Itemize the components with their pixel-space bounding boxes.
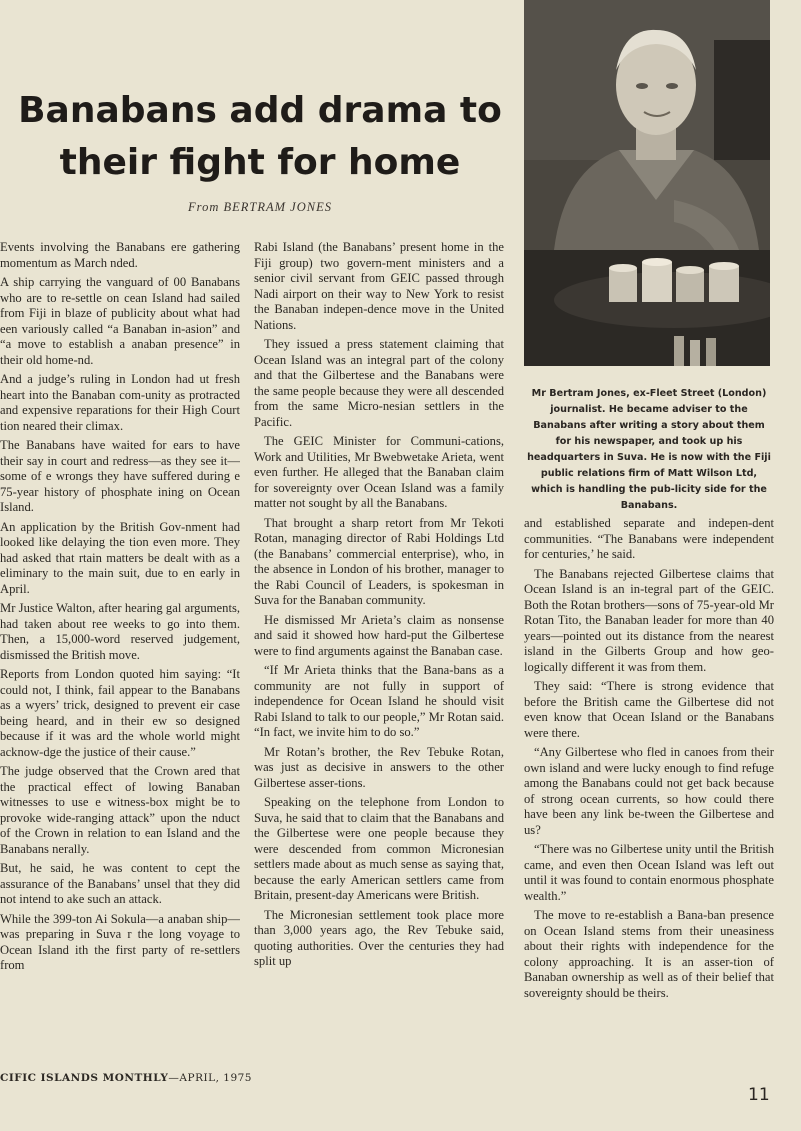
paragraph: The Banabans have waited for ears to have their say in court and redress—as they see it—some of e wrongs they have suffered during e 75-year history of phosphate ining on Ocean Island. xyxy=(0,438,240,514)
paragraph: and established separate and indepen-dent communities. “The Banabans were independent for centuries,’ he said. xyxy=(524,516,774,561)
paragraph: The GEIC Minister for Communi-cations, Work and Utilities, Mr Bwebwetake Arieta, went even further. He alleged that the Banaban claim for sovereignty over Ocean Island was a family matter not sought by all the Banabans. xyxy=(254,434,504,510)
paragraph: While the 399-ton Ai Sokula—a anaban ship—was preparing in Suva r the long voyage to Ocean Island ith the first party of re-settlers from xyxy=(0,911,240,972)
paragraph: “If Mr Arieta thinks that the Bana-bans as a community are not fully in support of independence for Ocean Island he should visit Rabi Island to talk to our people,” Mr Rotan said. “In fact, we invite him to do so.” xyxy=(254,663,504,739)
paragraph: They issued a press statement claiming that Ocean Island was an integral part of the colony and that the Gilbertese and the Banabans were the same people because they were all descended from the same Micro-nesian settlers in the Pacific. xyxy=(254,337,504,429)
page-number: 11 xyxy=(748,1085,770,1105)
paragraph: Reports from London quoted him saying: “It could not, I think, fail appear to the Banabans as a wyers’ trick, designed to prevent eir case being heard, and in their ew so designed because if it was ard the whole world might acknow-dge the justice of their cause.” xyxy=(0,667,240,759)
paragraph: The Banabans rejected Gilbertese claims that Ocean Island is an in-tegral part of the GEIC. Both the Rotan brothers—sons of 75-year-old Mr Rotan Tito, the Banaban leader for more than 40 years—pointed out its distance from the nearest island in the Gilberts Group and how geo-logically different it was from them. xyxy=(524,566,774,674)
byline: From BERTRAM JONES xyxy=(188,200,332,214)
paragraph: And a judge’s ruling in London had ut fresh heart into the Banaban com-unity as protracted and expensive reparations for their High Court tion neared their climax. xyxy=(0,372,240,433)
paragraph: “Any Gilbertese who fled in canoes from their own island and were lucky enough to find refuge among the Banabans could not get back because of strong ocean currents, so how could there have been any link be-tween the Gilbertese and us? xyxy=(524,745,774,837)
paragraph: “There was no Gilbertese unity until the British came, and even then Ocean Island was left out until it was found to contain enormous phosphate wealth.” xyxy=(524,842,774,903)
paragraph: Mr Justice Walton, after hearing gal arguments, had taken about ree weeks to go into them. Then, a 15,000-word reserved judgement, dismissed the British move. xyxy=(0,601,240,662)
headline-line-1: Banabans add drama to xyxy=(18,90,502,131)
article-column-2 xyxy=(254,240,504,1060)
paragraph: Rabi Island (the Banabans’ present home in the Fiji group) two govern-ment ministers and a senior civil servant from GEIC passed through Nadi airport on their way to New York to resist the Banaban indepen-dence move in the United Nations. xyxy=(254,240,504,332)
paragraph: The move to re-establish a Bana-ban presence on Ocean Island stems from their uneasiness about their rights with independence for the colony approaching. It is an asser-tion of Banaban ownership as well as of their belief that sovereignty should be theirs. xyxy=(524,908,774,1000)
paragraph: Events involving the Banabans ere gathering momentum as March nded. xyxy=(0,240,240,270)
issue-date: —APRIL, 1975 xyxy=(168,1072,252,1084)
article-column-3 xyxy=(524,516,774,1061)
paragraph: He dismissed Mr Arieta’s claim as nonsense and said it showed how hard-put the Gilbertese were to find arguments against the Banaban case. xyxy=(254,612,504,658)
paragraph: An application by the British Gov-nment had looked like delaying the tion even more. They had asked that rtain matters be dealt with as a eliminary to the main suit, due to en early in April. xyxy=(0,519,240,596)
paragraph: That brought a sharp retort from Mr Tekoti Rotan, managing director of Rabi Holdings Ltd (the Banabans’ commercial enterprise), who, in the absence in London of his brother, manager to the Rabi Council of Leaders, is spokesman in Suva for the Banaban community. xyxy=(254,515,504,607)
photo-bertram-jones xyxy=(524,0,770,366)
headline-line-2: their fight for home xyxy=(59,142,461,183)
headline xyxy=(0,85,520,189)
paragraph: Mr Rotan’s brother, the Rev Tebuke Rotan, was just as decisive in answers to the other Gilbertese asser-tions. xyxy=(254,744,504,790)
paragraph: They said: “There is strong evidence that before the British came the Gilbertese did not even know that Ocean Island or the Banabans were there. xyxy=(524,679,774,740)
paragraph: The judge observed that the Crown ared that the practical effect of lowing Banaban witnesses to use e witness-box might be to provoke wide-ranging attack” upon the nduct of the Crown in relation to ean Island and the Banabans nerally. xyxy=(0,764,240,856)
photo-caption: Mr Bertram Jones, ex-Fleet Street (London) journalist. He became adviser to the Banabans after writing a story about them for his newspaper, and took up his headquarters in Suva. He is now with the Fiji public relations firm of Matt Wilson Ltd, which is handling the pub-licity side for the Banabans. xyxy=(527,388,771,511)
paragraph: The Micronesian settlement took place more than 3,000 years ago, the Rev Tebuke said, quoting authorities. Over the centuries they had split up xyxy=(254,907,504,968)
paragraph: Speaking on the telephone from London to Suva, he said that to claim that the Banabans and the Gilbertese were one people because they were descended from common Micronesian settlers made about as much sense as saying that, because the early American settlers came from Britain, present-day Americans were British. xyxy=(254,795,504,902)
paragraph: A ship carrying the vanguard of 00 Banabans who are to re-settle on cean Island had sailed from Fiji in blaze of publicity about what had een variously called “a Banaban in-asion” and “a move to establish a anaban presence” in their old home-nd. xyxy=(0,275,240,367)
article-column-1 xyxy=(0,240,240,1060)
paragraph: But, he said, he was content to cept the assurance of the Banabans’ unsel that they did not intend to ake such an attack. xyxy=(0,861,240,906)
page-footer xyxy=(0,1072,252,1084)
magazine-name: CIFIC ISLANDS MONTHLY xyxy=(0,1072,169,1084)
